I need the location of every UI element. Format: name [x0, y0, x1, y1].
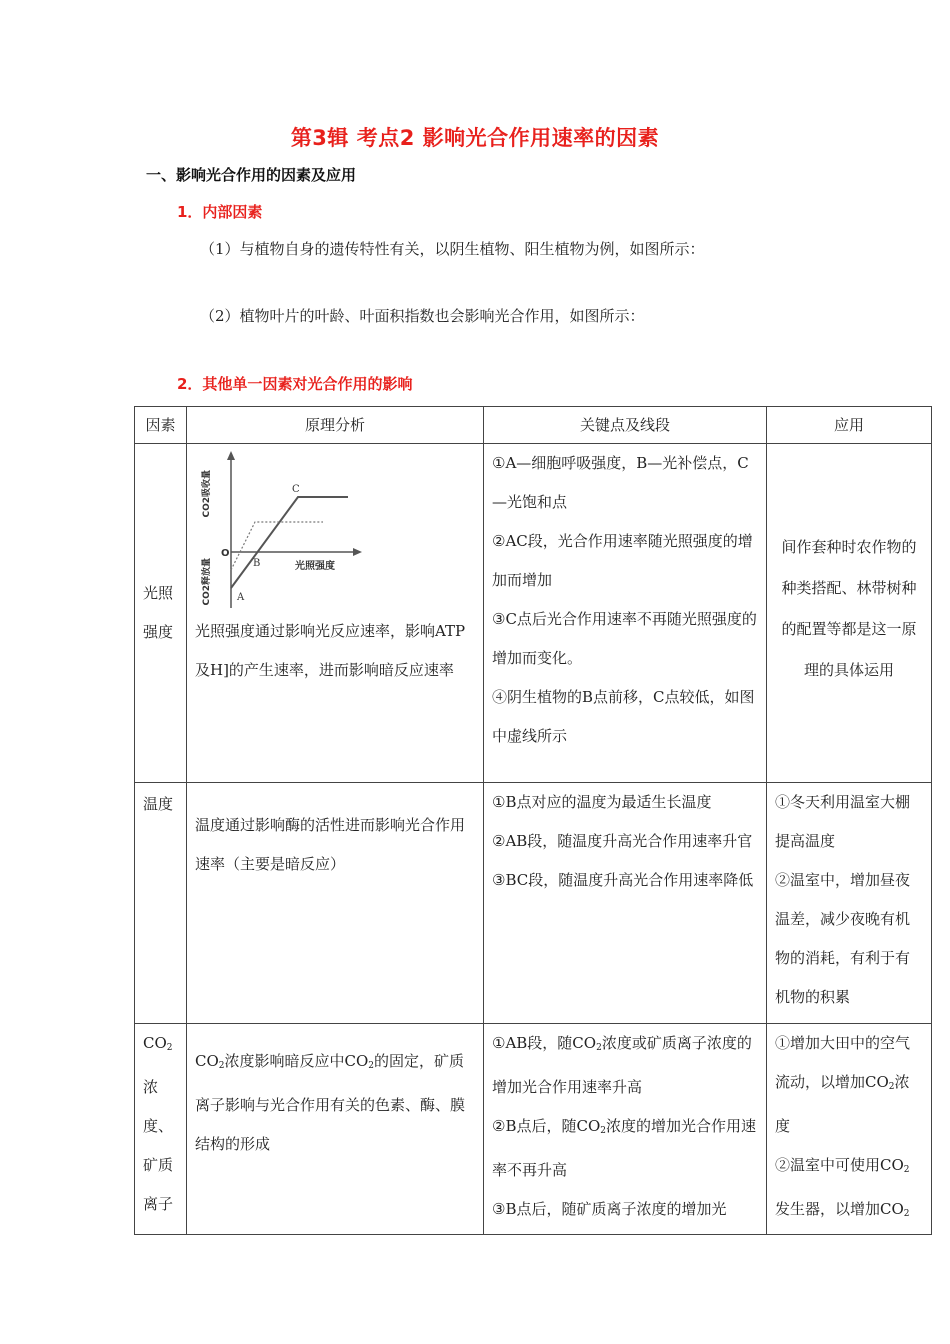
keypoint-item: ①A—细胞呼吸强度，B—光补偿点，C—光饱和点: [492, 454, 749, 511]
chart-y-down-label: CO2释放量: [202, 558, 212, 606]
chart-y-arrow: [227, 451, 235, 460]
header-application: 应用: [767, 407, 932, 444]
subheading-single-factors: 2．其他单一因素对光合作用的影响: [177, 375, 413, 393]
chart-sun-plant-line: [231, 497, 348, 588]
keypoints-temperature: [484, 783, 767, 1024]
chart-y-up-label: CO2吸收量: [202, 470, 212, 518]
chart-point-b: B: [253, 558, 261, 569]
paragraph-genetic: （1）与植物自身的遗传特性有关，以阴生植物、阳生植物为例，如图所示：: [200, 240, 705, 258]
chart-origin-label: O: [221, 548, 230, 559]
keypoint-item: ①B点对应的温度为最适生长温度: [492, 793, 712, 811]
header-keypoints: 关键点及线段: [484, 407, 767, 444]
section-heading: 一、影响光合作用的因素及应用: [146, 166, 357, 184]
application-item: ①增加大田中的空气流动，以增加$CO_2$浓度: [775, 1034, 911, 1135]
keypoint-item: ②AB段，随温度升高光合作用速率升官: [492, 832, 753, 850]
principle-temperature: 温度通过影响酶的活性进而影响光合作用速率（主要是暗反应）: [187, 783, 484, 1024]
subheading-internal-factors: 1．内部因素: [177, 203, 263, 221]
principle-light-text: 光照强度通过影响光反应速率，影响ATP及H]的产生速率，进而影响暗反应速率: [195, 622, 466, 679]
application-item: ②温室中，增加昼夜温差，减少夜晚有机物的消耗，有利于有机物的积累: [775, 871, 911, 1006]
application-item: ①冬天利用温室大棚提高温度: [775, 793, 911, 850]
chart-x-label: 光照强度: [295, 561, 335, 572]
page-title: 第3辑 考点2 影响光合作用速率的因素: [290, 126, 660, 150]
table-row-co2: [135, 1024, 932, 1235]
application-temperature: [767, 783, 932, 1024]
keypoint-item: ①AB段，随$CO_2$浓度或矿质离子浓度的增加光合作用速率升高: [492, 1034, 752, 1096]
principle-light: [187, 444, 484, 783]
chart-point-c: C: [292, 484, 300, 495]
application-item: ②温室中可使用$CO_2$发生器，以增加$CO_2$: [775, 1156, 910, 1219]
header-factor: 因素: [135, 407, 187, 444]
factor-temperature: 温度: [135, 783, 187, 1024]
keypoint-item: ④阴生植物的B点前移，C点较低，如图中虚线所示: [492, 688, 755, 745]
chart-x-arrow: [353, 548, 362, 556]
keypoint-item: ②B点后，随$CO_2$浓度的增加光合作用速率不再升高: [492, 1117, 756, 1179]
principle-co2: $CO_2$浓度影响暗反应中$CO_2$的固定，矿质离子影响与光合作用有关的色素、酶、膜结构的形成: [187, 1024, 484, 1235]
keypoint-item: ③BC段，随温度升高光合作用速率降低: [492, 871, 754, 889]
keypoint-item: ③C点后光合作用速率不再随光照强度的增加而变化。: [492, 610, 757, 667]
factor-light: 光照 强度: [135, 444, 187, 783]
paragraph-leaf-age: （2）植物叶片的叶龄、叶面积指数也会影响光合作用，如图所示：: [200, 307, 645, 325]
keypoint-item: ②AC段，光合作用速率随光照强度的增加而增加: [492, 532, 753, 589]
factor-co2: $CO_2$ 浓 度、 矿质 离子: [135, 1024, 187, 1235]
keypoints-light: [484, 444, 767, 783]
light-intensity-chart: [193, 448, 363, 618]
table-row-temperature: [135, 783, 932, 1024]
application-co2: [767, 1024, 932, 1235]
keypoints-co2: [484, 1024, 767, 1235]
header-principle: 原理分析: [187, 407, 484, 444]
application-light: 间作套种时农作物的种类搭配、林带树种的配置等都是这一原理的具体运用: [767, 444, 932, 783]
table-row-light: [135, 444, 932, 783]
factors-table: [134, 406, 932, 1235]
table-header-row: [135, 407, 932, 444]
chart-point-a: A: [237, 592, 245, 603]
keypoint-item: ③B点后，随矿质离子浓度的增加光: [492, 1200, 727, 1218]
